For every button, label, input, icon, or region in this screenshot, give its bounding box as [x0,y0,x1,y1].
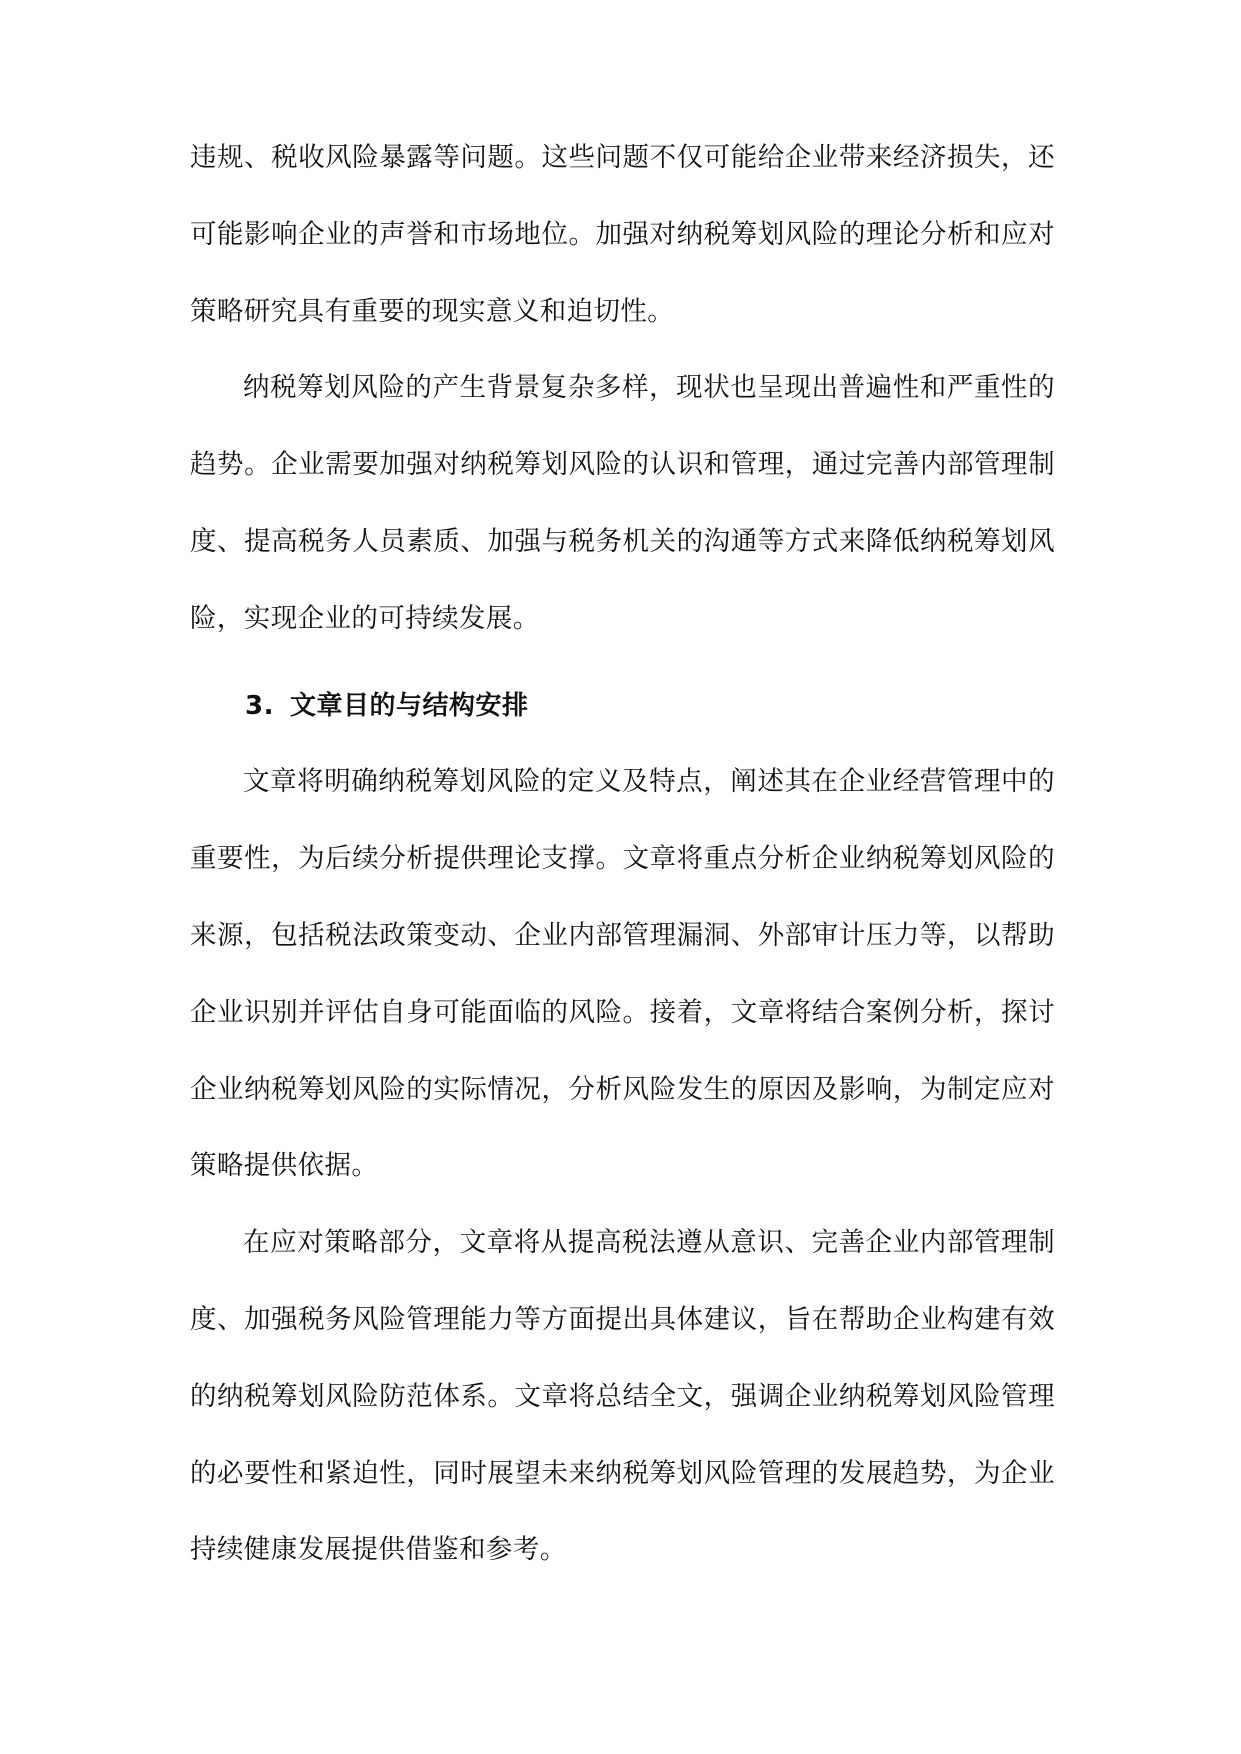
paragraph-article-purpose: 文章将明确纳税筹划风险的定义及特点，阐述其在企业经营管理中的重要性，为后续分析提供理论支撑。文章将重点分析企业纳税筹划风险的来源，包括税法政策变动、企业内部管理漏洞、外部审计压力等，以帮助企业识别并评估自身可能面临的风险。接着，文章将结合案例分析，探讨企业纳税筹划风险的实际情况，分析风险发生的原因及影响，为制定应对策略提供依据。 [190,766,1055,1182]
section-number: 3. [245,690,274,721]
document-page [190,120,1055,1589]
section-heading [190,668,1055,745]
section-title: 文章目的与结构安排 [289,690,529,721]
paragraph-background-risk: 纳税筹划风险的产生背景复杂多样，现状也呈现出普遍性和严重性的趋势。企业需要加强对纳税筹划风险的认识和管理，通过完善内部管理制度、提高税务人员素质、加强与税务机关的沟通等方式来降低纳税筹划风险，实现企业的可持续发展。 [190,372,1055,634]
paragraph-strategy-summary: 在应对策略部分，文章将从提高税法遵从意识、完善企业内部管理制度、加强税务风险管理能力等方面提出具体建议，旨在帮助企业构建有效的纳税筹划风险防范体系。文章将总结全文，强调企业纳税筹划风险管理的必要性和紧迫性，同时展望未来纳税筹划风险管理的发展趋势，为企业持续健康发展提供借鉴和参考。 [190,1227,1055,1566]
paragraph-continuation: 违规、税收风险暴露等问题。这些问题不仅可能给企业带来经济损失，还可能影响企业的声誉和市场地位。加强对纳税筹划风险的理论分析和应对策略研究具有重要的现实意义和迫切性。 [190,142,1055,327]
